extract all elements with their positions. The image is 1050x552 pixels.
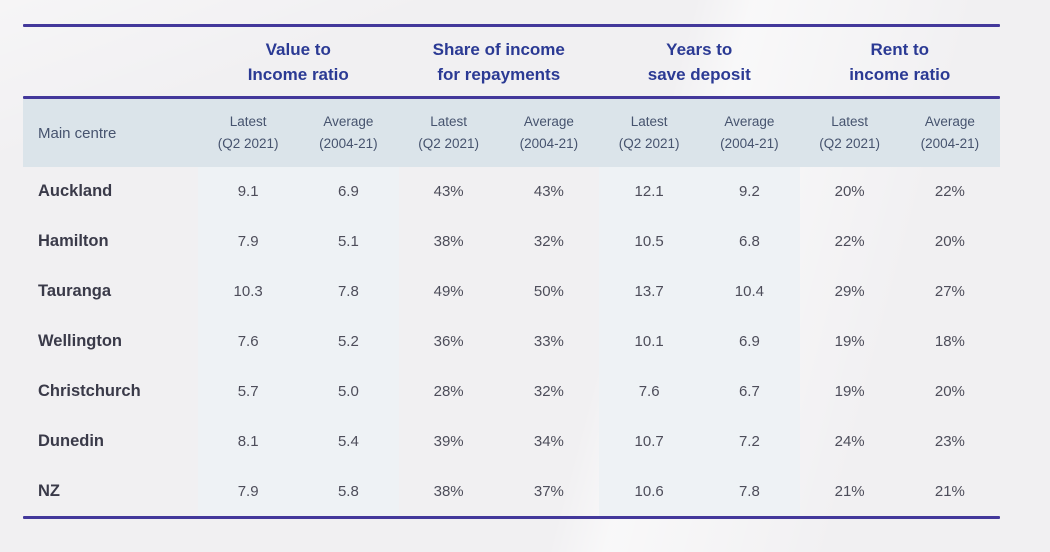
main-centre-label: Hamilton [38, 232, 109, 251]
sub-header-line2: (2004-21) [519, 136, 579, 151]
value-cell: 28% [433, 383, 464, 400]
sub-header-line2: (Q2 2021) [217, 136, 279, 151]
value-cell: 21% [834, 482, 865, 500]
sub-header-cell [900, 99, 1000, 167]
sub-header-cell [599, 99, 699, 167]
sub-header-line2: (Q2 2021) [618, 136, 680, 151]
value-cell: 5.2 [298, 317, 398, 367]
value-cell: 36% [433, 333, 464, 351]
value-cell: 34% [533, 432, 564, 450]
main-centre-label: Tauranga [38, 282, 112, 301]
row-header-main-centre: Main centre [38, 124, 117, 142]
value-cell: 18% [934, 333, 965, 351]
value-cell: 6.7 [699, 367, 799, 417]
value-cell: 5.0 [298, 367, 398, 417]
value-cell: 49% [433, 283, 464, 301]
sub-header-cell [499, 99, 599, 167]
sub-header-line1: Average [924, 114, 975, 129]
value-cell: 5.1 [298, 217, 398, 267]
column-group-header-line1: Share of income [432, 39, 565, 59]
sub-header-line1: Average [523, 114, 574, 129]
value-cell: 27% [934, 283, 965, 301]
value-cell: 10.4 [699, 267, 799, 317]
column-group-header-line2: Income ratio [247, 64, 349, 84]
value-cell: 10.1 [599, 317, 699, 367]
value-cell: 22% [834, 233, 865, 251]
table-bottom-rule [23, 516, 1000, 519]
table-row [23, 267, 1000, 317]
sub-header-cell [399, 99, 499, 167]
value-cell: 37% [533, 482, 564, 500]
value-cell: 43% [433, 183, 464, 201]
value-cell: 7.8 [699, 466, 799, 516]
value-cell: 21% [934, 482, 965, 500]
value-cell: 19% [834, 333, 865, 351]
value-cell: 38% [433, 482, 464, 500]
sub-header-line1: Average [724, 114, 775, 129]
value-cell: 5.8 [298, 466, 398, 516]
sub-header-line2: (2004-21) [720, 136, 779, 151]
sub-header-line2: (2004-21) [319, 136, 378, 151]
sub-header-cell [800, 99, 900, 167]
value-cell: 22% [934, 183, 965, 201]
table-row [23, 367, 1000, 417]
value-cell: 39% [433, 432, 464, 450]
sub-header-cell [198, 99, 298, 167]
column-group-header-line2: income ratio [849, 64, 951, 84]
value-cell: 32% [533, 383, 564, 400]
value-cell: 20% [934, 383, 965, 400]
value-cell: 32% [533, 233, 564, 251]
sub-header-cell [699, 99, 799, 167]
value-cell: 6.9 [699, 317, 799, 367]
value-cell: 7.6 [198, 317, 298, 367]
value-cell: 7.9 [198, 217, 298, 267]
value-cell: 7.6 [599, 367, 699, 417]
value-cell: 20% [834, 183, 865, 201]
value-cell: 10.6 [599, 466, 699, 516]
table-row [23, 317, 1000, 367]
value-cell: 7.8 [298, 267, 398, 317]
column-group-header [198, 27, 399, 96]
value-cell: 43% [533, 183, 564, 201]
main-centre-label: NZ [38, 481, 60, 500]
sub-header-line1: Average [323, 114, 374, 129]
column-group-header-line2: for repayments [437, 64, 561, 84]
sub-header-line2: (Q2 2021) [418, 136, 480, 151]
group-header-row [23, 27, 1000, 96]
value-cell: 38% [433, 233, 464, 251]
value-cell: 13.7 [599, 267, 699, 317]
sub-header-line1: Latest [630, 114, 668, 129]
value-cell: 8.1 [198, 416, 298, 466]
sub-header-line1: Latest [831, 114, 869, 129]
table-row [23, 466, 1000, 516]
sub-header-line1: Latest [430, 114, 468, 129]
sub-header-line2: (Q2 2021) [819, 136, 881, 151]
value-cell: 29% [834, 283, 865, 301]
main-centre-label: Wellington [38, 332, 123, 351]
value-cell: 7.9 [198, 466, 298, 516]
column-group-header-line1: Value to [265, 39, 331, 59]
value-cell: 7.2 [699, 416, 799, 466]
table-row [23, 167, 1000, 217]
column-group-header-line2: save deposit [647, 64, 751, 84]
value-cell: 50% [533, 283, 564, 301]
main-centre-label: Dunedin [38, 431, 104, 450]
table-body [23, 167, 1000, 516]
value-cell: 12.1 [599, 167, 699, 217]
table-row [23, 217, 1000, 267]
value-cell: 33% [533, 333, 564, 351]
column-group-header-line1: Rent to [870, 39, 930, 59]
table-row [23, 416, 1000, 466]
value-cell: 24% [834, 432, 865, 450]
value-cell: 9.1 [198, 167, 298, 217]
value-cell: 5.7 [198, 367, 298, 417]
value-cell: 10.7 [599, 416, 699, 466]
value-cell: 6.8 [699, 217, 799, 267]
column-group-header [399, 27, 600, 96]
value-cell: 10.5 [599, 217, 699, 267]
value-cell: 5.4 [298, 416, 398, 466]
value-cell: 9.2 [699, 167, 799, 217]
main-centre-label: Auckland [38, 182, 113, 201]
value-cell: 23% [934, 432, 965, 450]
main-centre-label: Christchurch [38, 382, 141, 400]
column-group-header [599, 27, 800, 96]
value-cell: 10.3 [198, 267, 298, 317]
value-cell: 6.9 [298, 167, 398, 217]
sub-header-cell [298, 99, 398, 167]
value-cell: 19% [834, 383, 865, 400]
value-cell: 20% [934, 233, 965, 251]
column-group-header-line1: Years to [666, 39, 733, 59]
sub-header-line2: (2004-21) [920, 136, 980, 151]
sub-header-row [23, 99, 1000, 167]
affordability-table [23, 24, 1000, 519]
column-group-header [800, 27, 1001, 96]
group-header-spacer [23, 27, 198, 96]
sub-header-line1: Latest [229, 114, 267, 129]
